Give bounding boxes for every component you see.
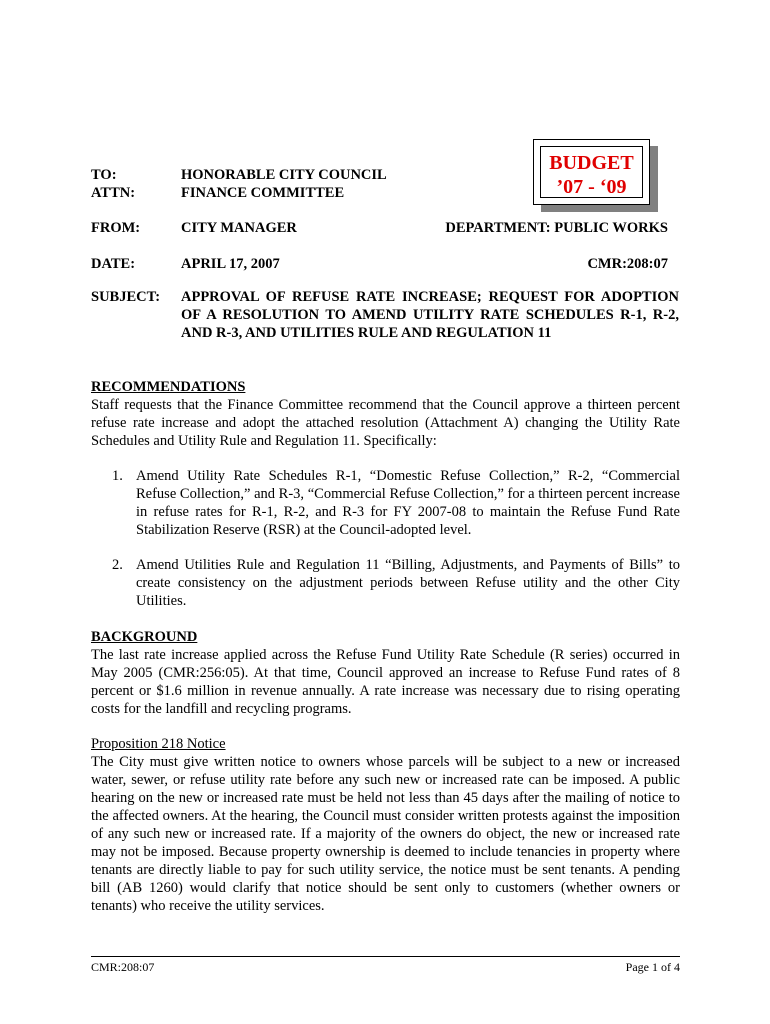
list-item-text: Amend Utility Rate Schedules R-1, “Domestic Refuse Collection,” R-2, “Commercial Refuse Collection,” and R-3, “Commercial Refuse Collection,” for a thirteen percent increase in refuse rates for R-1, R-2, and R-3 for FY 2007-08 to maintain the Refuse Fund Rate Stabilization Reserve (RSR) at the Council-adopted level. <box>136 468 680 538</box>
list-item-text: Amend Utilities Rule and Regulation 11 “Billing, Adjustments, and Payments of Bills” to create consistency on the adjustment periods between Refuse utility and the other City Utilities. <box>136 557 680 609</box>
department-value: DEPARTMENT: PUBLIC WORKS <box>445 220 668 236</box>
attn-label: ATTN: <box>91 185 136 201</box>
background-block <box>91 646 680 718</box>
date-label: DATE: <box>91 256 136 272</box>
footer-page-number: Page 1 of 4 <box>625 960 680 974</box>
cmr-number: CMR:208:07 <box>587 256 668 272</box>
recommendations-heading: RECOMMENDATIONS <box>91 379 246 395</box>
proposition-block <box>91 753 680 915</box>
proposition-paragraph: The City must give written notice to owners whose parcels will be subject to a new or increased water, sewer, or refuse utility rate before any such new or increased rate can be imposed. A public hearing on the new or increased rate must be held not less than 45 days after the mailing of notice to the affected owners. At the hearing, the Council must consider written protests against the imposition of any such new or increased rate. If a majority of the owners do object, the new or increased rate may not be imposed. Because property ownership is deemed to include tenancies in property where tenants are directly liable to pay for such utility service, the notice must be sent tenants. A pending bill (AB 1260) would clarify that notice should be sent only to customers (whether owners or tenants) who receive the utility services. <box>91 754 680 914</box>
list-item-number: 1. <box>112 468 123 484</box>
footer-cmr: CMR:208:07 <box>91 960 155 974</box>
to-label: TO: <box>91 167 117 183</box>
recommendations-intro-block <box>91 396 680 450</box>
background-paragraph: The last rate increase applied across the Refuse Fund Utility Rate Schedule (R series) occurred in May 2005 (CMR:256:05). At that time, Council approved an increase to Refuse Fund rates of 8 percent or $1.6 million in revenue annually. A rate increase was necessary due to rising operating costs for the landfill and recycling programs. <box>91 647 680 717</box>
budget-box-inner <box>540 146 643 198</box>
budget-label: BUDGET <box>549 152 634 174</box>
subject-value: APPROVAL OF REFUSE RATE INCREASE; REQUEST FOR ADOPTION OF A RESOLUTION TO AMEND UTILITY RATE SCHEDULES R-1, R-2, AND R-3, AND UTILITIES RULE AND REGULATION 11 <box>181 289 679 341</box>
from-value: CITY MANAGER <box>181 220 297 236</box>
list-item <box>112 556 680 610</box>
background-heading: BACKGROUND <box>91 629 198 645</box>
proposition-heading: Proposition 218 Notice <box>91 736 226 752</box>
to-value: HONORABLE CITY COUNCIL <box>181 167 387 183</box>
list-item <box>112 467 680 539</box>
budget-box <box>533 139 650 205</box>
footer-divider <box>91 956 680 957</box>
recommendations-intro: Staff requests that the Finance Committee recommend that the Council approve a thirteen percent refuse rate increase and adopt the attached resolution (Attachment A) changing the Utility Rate Schedules and Utility Rule and Regulation 11. Specifically: <box>91 397 680 449</box>
budget-years: ’07 - ‘09 <box>556 176 627 198</box>
list-item-number: 2. <box>112 557 123 573</box>
subject-label: SUBJECT: <box>91 289 161 305</box>
date-value: APRIL 17, 2007 <box>181 256 280 272</box>
from-label: FROM: <box>91 220 141 236</box>
attn-value: FINANCE COMMITTEE <box>181 185 345 201</box>
